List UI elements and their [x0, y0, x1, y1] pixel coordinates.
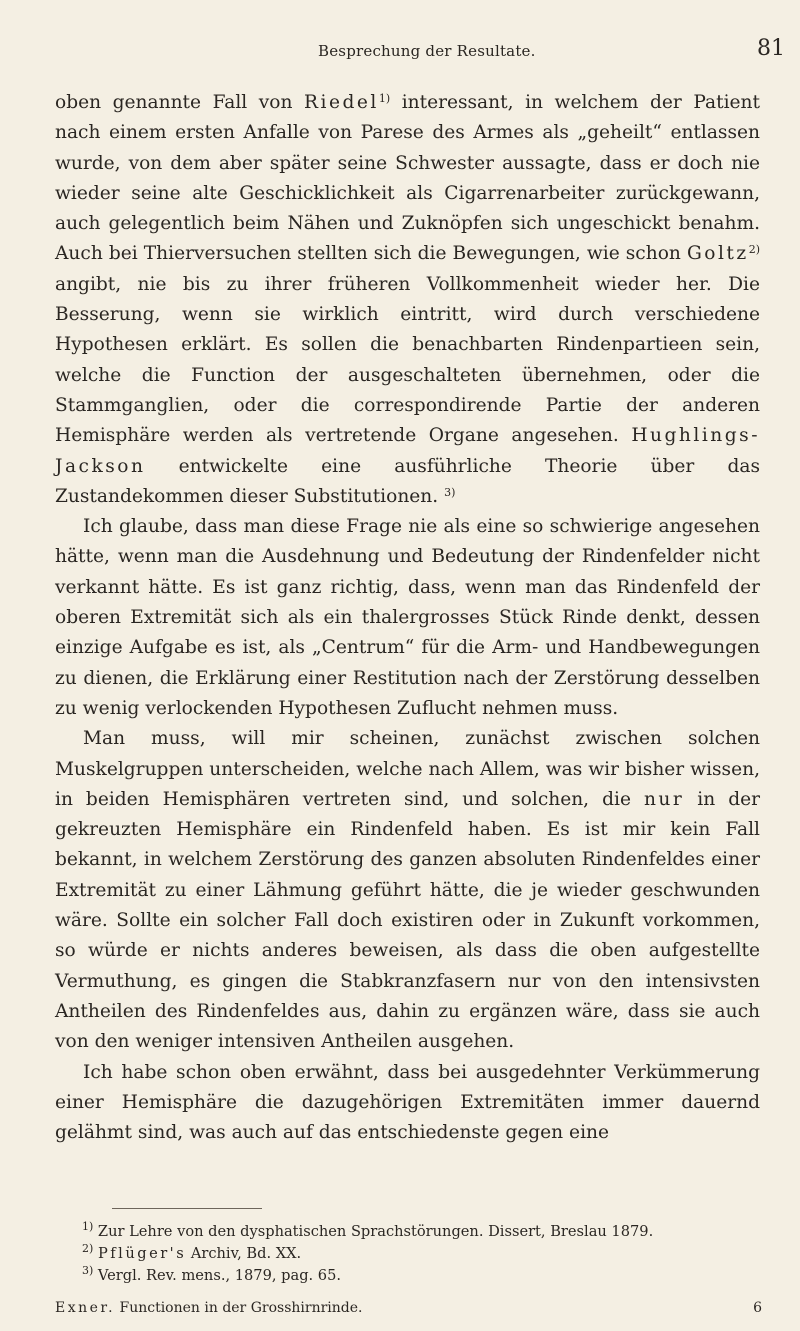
footnote-text: Zur Lehre von den dysphatischen Sprachstörungen. Dissert, Breslau 1879. [93, 1223, 654, 1240]
text-run: interessant, in welchem der Patient nach einem ersten Anfalle von Parese des Armes als „geheilt“ entlassen wurde, von dem aber später seine Schwester aussagte, dass er doch nie wieder seine alte Geschicklichkeit als Cigarrenarbeiter zurückgewann, auch gelegentlich beim Nähen und Zuknöpfen sich ungeschickt benahm. Auch bei Thierversuchen stellten sich die Bewegungen, wie schon [55, 92, 760, 265]
footnotes [82, 1221, 762, 1287]
signature [55, 1300, 362, 1316]
author-name: Goltz [686, 243, 749, 265]
footnote-2 [82, 1243, 762, 1265]
footnote-mark: 2) [82, 1242, 94, 1255]
footnote-rule [112, 1208, 262, 1209]
text-run: Ich glaube, dass man diese Frage nie als eine so schwierige angesehen hätte, wenn man die Ausdehnung und Bedeutung der Rindenfelder nicht verkannt hätte. Es ist ganz richtig, dass, wenn man das Rindenfeld der oberen Extremität sich als ein thalergrosses Stück Rinde denkt, dessen einzige Aufgabe es ist, als „Centrum“ für die Arm- und Handbewegungen zu dienen, die Erklärung einer Restitution nach der Zerstörung desselben zu wenig verlockenden Hypothesen Zuflucht nehmen muss. [55, 516, 760, 719]
footnote-1 [82, 1221, 762, 1243]
body-text [55, 88, 760, 1148]
page-number: 81 [757, 36, 785, 61]
text-run: Ich habe schon oben erwähnt, dass bei ausgedehnter Verkümmerung einer Hemisphäre die dazugehörigen Extremitäten immer dauernd gelähmt sind, was auch auf das entschiedenste gegen eine [55, 1061, 760, 1144]
footnote-ref: 1) [378, 92, 391, 105]
paragraph [55, 512, 760, 724]
running-title: Besprechung der Resultate. [318, 42, 536, 60]
paragraph [55, 724, 760, 1057]
author-name: Riedel [304, 92, 379, 113]
text-run: in der gekreuzten Hemisphäre ein Rindenfeld haben. Es ist mir kein Fall bekannt, in welchem Zerstörung des ganzen absoluten Rindenfeldes einer Extremität zu einer Lähmung geführt hätte, die je wieder geschwunden wäre. Sollte ein solcher Fall doch existiren oder in Zukunft vorkommen, so würde er nichts anderes beweisen, als dass die oben aufgestellte Vermuthung, es gingen die Stabkranzfasern nur von den intensivsten Antheilen des Rindenfeldes aus, dahin zu ergänzen wäre, dass sie auch von den weniger intensiven Antheilen ausgehen. [55, 788, 761, 1053]
footnote-text: Vergl. Rev. mens., 1879, pag. 65. [93, 1267, 342, 1284]
footnote-3 [82, 1265, 762, 1287]
signature-mark: 6 [753, 1300, 762, 1316]
footnote-ref: 3) [444, 485, 456, 499]
text-run: entwickelte eine ausführliche Theorie über das Zustandekommen dieser Substitutionen. [55, 455, 760, 507]
text-run: Man muss, will mir scheinen, zunächst zwischen solchen Muskelgruppen unterscheiden, welche nach Allem, was wir bisher wissen, in beiden Hemisphären vertreten sind, und solchen, die [55, 728, 760, 810]
author-name: Hughlings-Jackson [55, 425, 760, 477]
signature-author: Exner. [55, 1300, 116, 1316]
footnote-text: Archiv, Bd. XX. [186, 1245, 302, 1262]
text-run: angibt, nie bis zu ihrer früheren Vollkommenheit wieder her. Die Besserung, wenn sie wirklich eintritt, wird durch verschiedene Hypothesen erklärt. Es sollen die benachbarten Rindenpartieen sein, welche die Function der ausgeschalteten übernehmen, oder die Stammganglien, oder die correspondirende Partie der anderen Hemisphäre werden als vertretende Organe angesehen. [55, 273, 760, 447]
footnote-mark: 1) [82, 1220, 94, 1233]
footnote-author: Pflüger's [97, 1245, 187, 1262]
footnote-mark: 3) [82, 1264, 94, 1277]
footnote-ref: 2) [748, 243, 760, 257]
signature-title: Functionen in der Grosshirnrinde. [115, 1300, 363, 1316]
text-run: oben genannte Fall von [55, 92, 305, 113]
author-name: nur [643, 788, 685, 810]
paragraph [55, 88, 760, 512]
paragraph [55, 1058, 760, 1149]
